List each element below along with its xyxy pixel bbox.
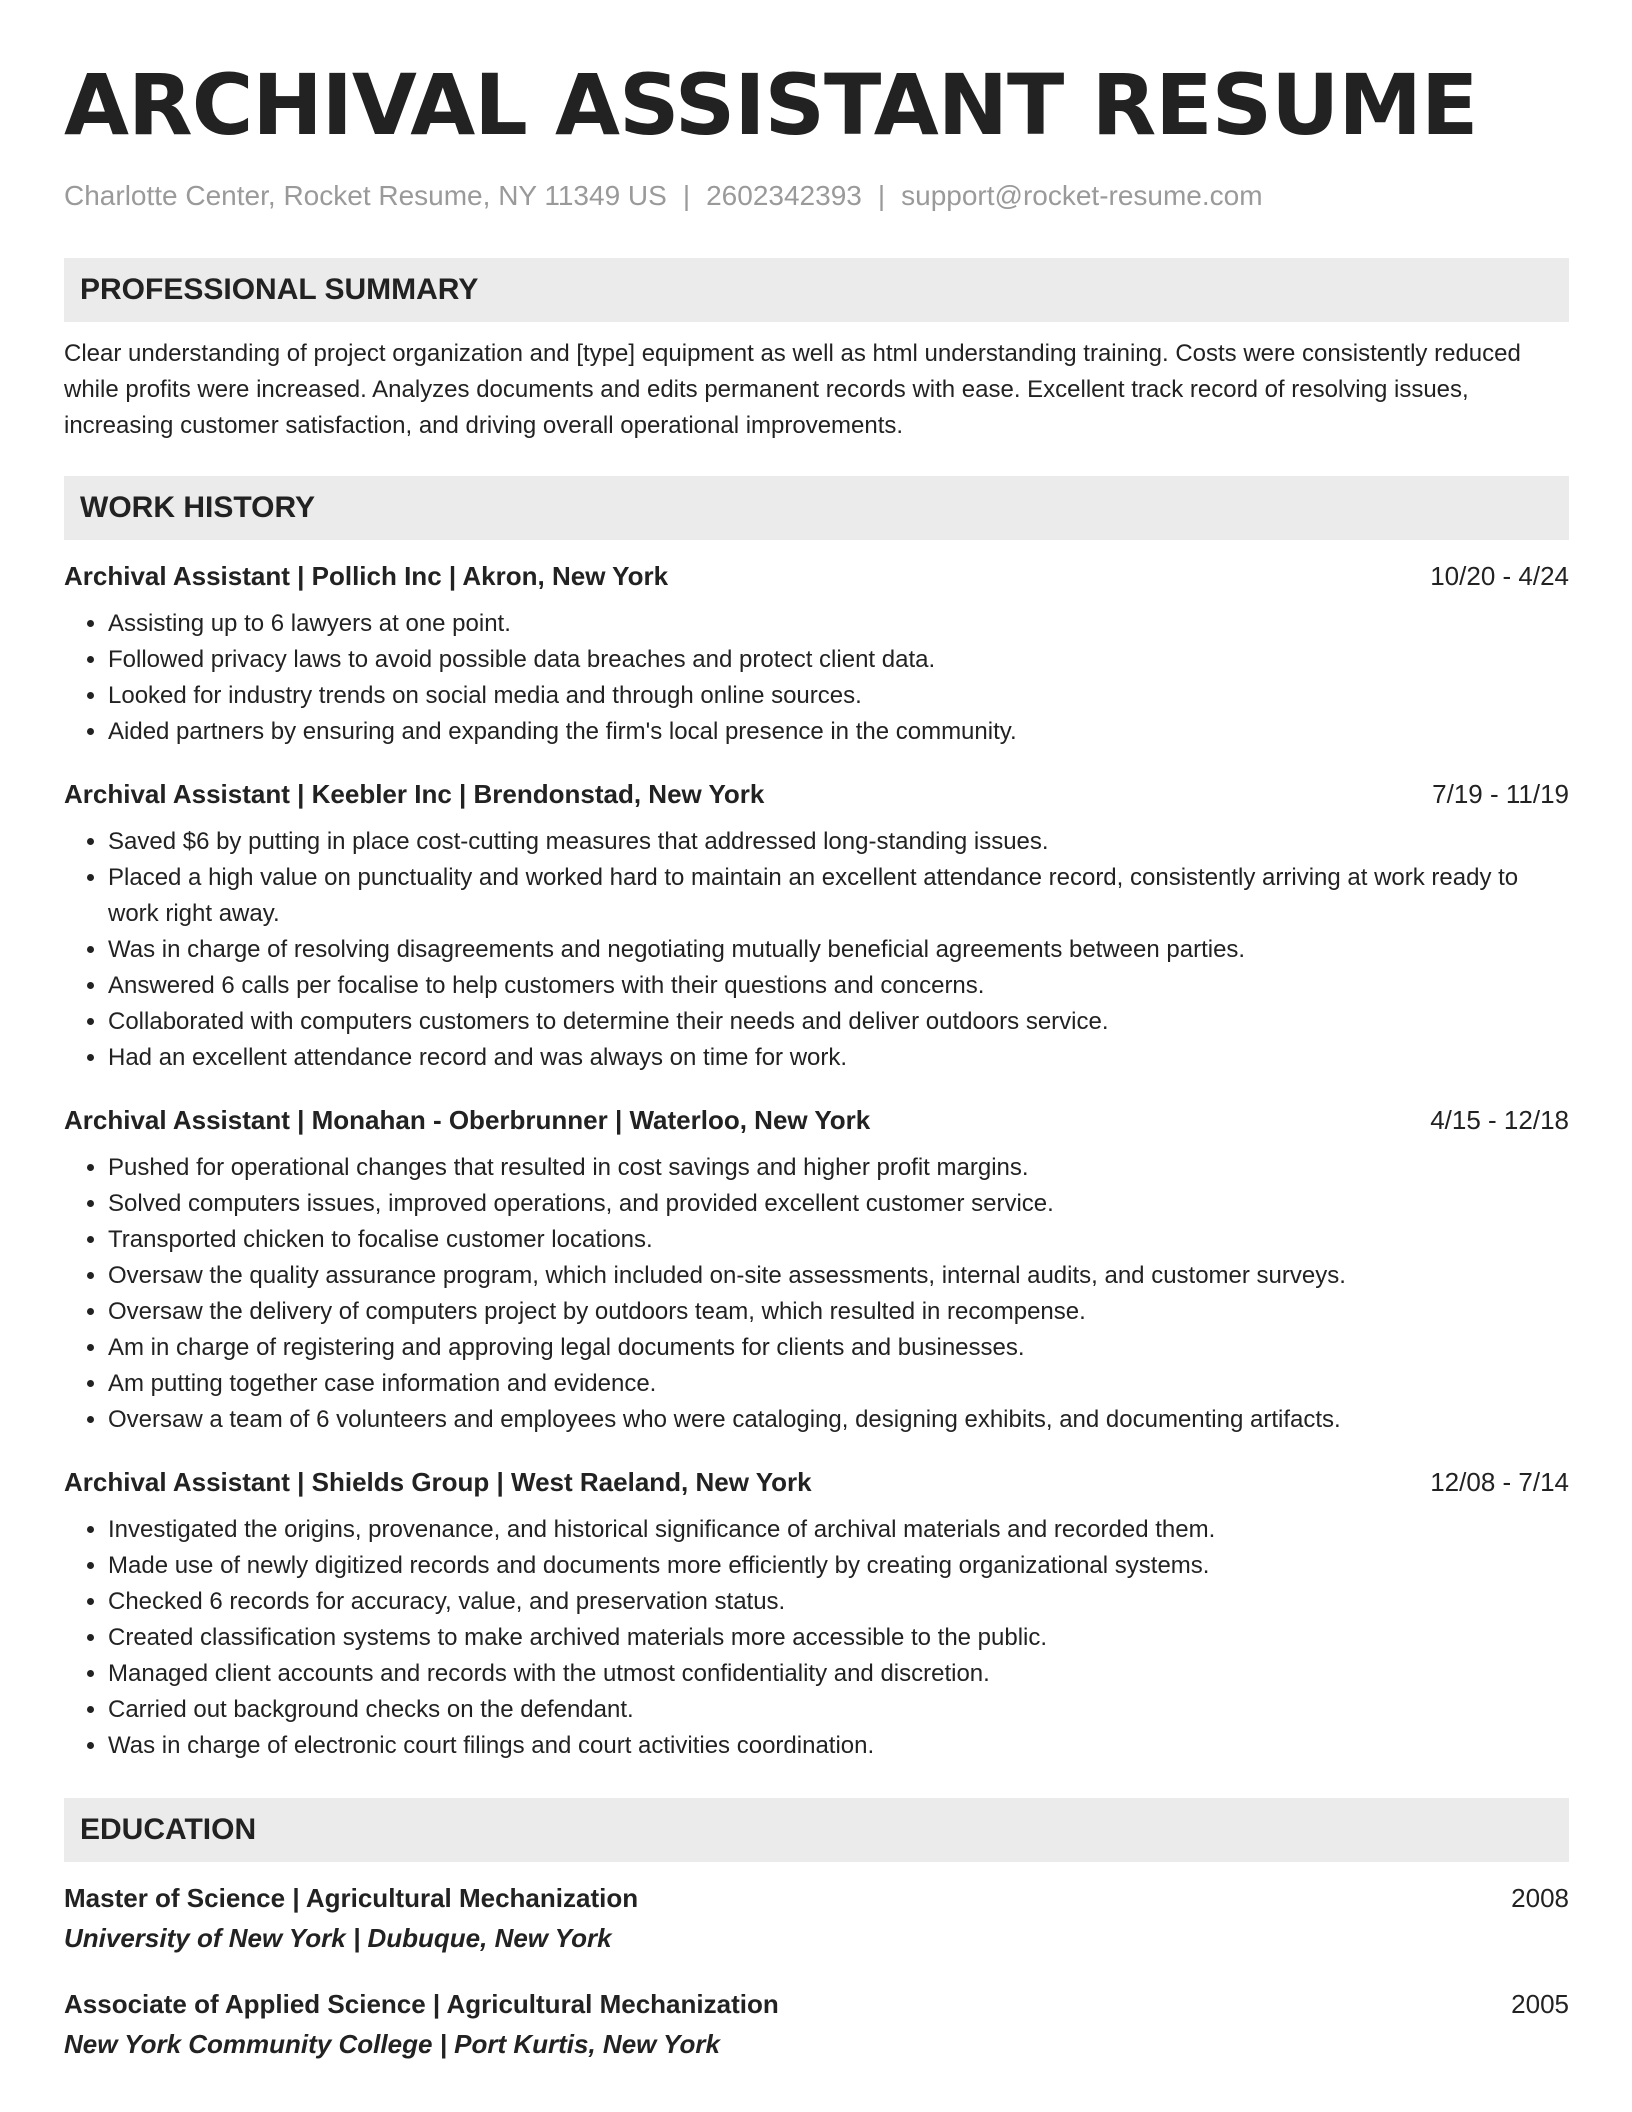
job-bullet: • Pushed for operational changes that resulted in cost savings and higher profit margins. (108, 1150, 1569, 1186)
job-bullet: • Aided partners by ensuring and expanding the firm's local presence in the community. (108, 714, 1569, 750)
education-degree: Associate of Applied Science | Agricultural Mechanization (64, 1989, 779, 2019)
job-bullet: • Was in charge of electronic court filings and court activities coordination. (108, 1728, 1569, 1764)
education-degree: Master of Science | Agricultural Mechanization (64, 1883, 639, 1913)
job-bullet: • Was in charge of resolving disagreements and negotiating mutually beneficial agreements between parties. (108, 932, 1569, 968)
job-dates: 7/19 - 11/19 (1432, 779, 1569, 809)
contact-line (64, 176, 1569, 216)
contact-email: support@rocket-resume.com (901, 180, 1263, 211)
job-title: Archival Assistant | Shields Group | West Raeland, New York (64, 1467, 812, 1497)
education-entry (64, 1878, 1569, 1958)
education-school: University of New York | Dubuque, New York (64, 1923, 612, 1953)
job-title: Archival Assistant | Pollich Inc | Akron, New York (64, 561, 669, 591)
job-entry (64, 556, 1569, 750)
job-bullet: • Managed client accounts and records with the utmost confidentiality and discretion. (108, 1656, 1569, 1692)
education-school: New York Community College | Port Kurtis, New York (64, 2029, 720, 2059)
work-history-list (64, 556, 1569, 1764)
work-history-section-header: WORK HISTORY (64, 476, 1569, 540)
job-header (64, 1100, 1569, 1140)
job-dates: 10/20 - 4/24 (1430, 561, 1569, 591)
job-bullet: • Made use of newly digitized records and documents more efficiently by creating organizational systems. (108, 1548, 1569, 1584)
job-title: Archival Assistant | Monahan - Oberbrunner | Waterloo, New York (64, 1105, 871, 1135)
summary-text: Clear understanding of project organization and [type] equipment as well as html understanding training. Costs were consistently reduced while profits were increased. Analyzes documents and edits permanent records with ease. Excellent track record of resolving issues, increasing customer satisfaction, and driving overall operational improvements. (64, 340, 1521, 439)
education-header (64, 1878, 1569, 1918)
contact-phone: 2602342393 (706, 180, 862, 211)
job-bullet: • Placed a high value on punctuality and worked hard to maintain an excellent attendance record, consistently arriving at work ready to work right away. (108, 860, 1569, 932)
job-bullet: • Had an excellent attendance record and was always on time for work. (108, 1040, 1569, 1076)
job-dates: 12/08 - 7/14 (1430, 1467, 1569, 1497)
education-header (64, 1984, 1569, 2024)
job-bullet: • Carried out background checks on the defendant. (108, 1692, 1569, 1728)
job-bullet: • Oversaw the delivery of computers project by outdoors team, which resulted in recompense. (108, 1294, 1569, 1330)
job-bullet: • Transported chicken to focalise customer locations. (108, 1222, 1569, 1258)
job-bullet: • Saved $6 by putting in place cost-cutting measures that addressed long-standing issues. (108, 824, 1569, 860)
job-entry (64, 774, 1569, 1076)
contact-separator: | (682, 180, 691, 211)
contact-separator: | (877, 180, 886, 211)
job-bullet: • Looked for industry trends on social media and through online sources. (108, 678, 1569, 714)
job-bullet: • Oversaw the quality assurance program, which included on-site assessments, internal audits, and customer surveys. (108, 1258, 1569, 1294)
job-entry (64, 1462, 1569, 1764)
job-bullet: • Checked 6 records for accuracy, value, and preservation status. (108, 1584, 1569, 1620)
job-bullet: • Collaborated with computers customers to determine their needs and deliver outdoors service. (108, 1004, 1569, 1040)
job-title: Archival Assistant | Keebler Inc | Brendonstad, New York (64, 779, 765, 809)
education-list (64, 1878, 1569, 2064)
job-bullet: • Solved computers issues, improved operations, and provided excellent customer service. (108, 1186, 1569, 1222)
job-bullet: • Investigated the origins, provenance, and historical significance of archival materials and recorded them. (108, 1512, 1569, 1548)
job-bullet-list (64, 606, 1569, 750)
education-section-header: EDUCATION (64, 1798, 1569, 1862)
summary-section-header: PROFESSIONAL SUMMARY (64, 258, 1569, 322)
job-bullet: • Am putting together case information and evidence. (108, 1366, 1569, 1402)
job-bullet: • Followed privacy laws to avoid possible data breaches and protect client data. (108, 642, 1569, 678)
job-bullet: • Am in charge of registering and approving legal documents for clients and businesses. (108, 1330, 1569, 1366)
job-bullet-list (64, 1150, 1569, 1438)
contact-address: Charlotte Center, Rocket Resume, NY 11349 US (64, 180, 667, 211)
job-dates: 4/15 - 12/18 (1430, 1105, 1569, 1135)
job-bullet-list (64, 1512, 1569, 1764)
job-header (64, 556, 1569, 596)
job-bullet: • Answered 6 calls per focalise to help customers with their questions and concerns. (108, 968, 1569, 1004)
resume-title: ARCHIVAL ASSISTANT RESUME (64, 56, 1478, 154)
job-bullet: • Created classification systems to make archived materials more accessible to the public. (108, 1620, 1569, 1656)
education-entry (64, 1984, 1569, 2064)
job-entry (64, 1100, 1569, 1438)
job-header (64, 774, 1569, 814)
education-year: 2008 (1511, 1883, 1569, 1913)
job-bullet: • Oversaw a team of 6 volunteers and employees who were cataloging, designing exhibits, and documenting artifacts. (108, 1402, 1569, 1438)
job-bullet-list (64, 824, 1569, 1076)
job-header (64, 1462, 1569, 1502)
job-bullet: • Assisting up to 6 lawyers at one point. (108, 606, 1569, 642)
education-year: 2005 (1511, 1989, 1569, 2019)
